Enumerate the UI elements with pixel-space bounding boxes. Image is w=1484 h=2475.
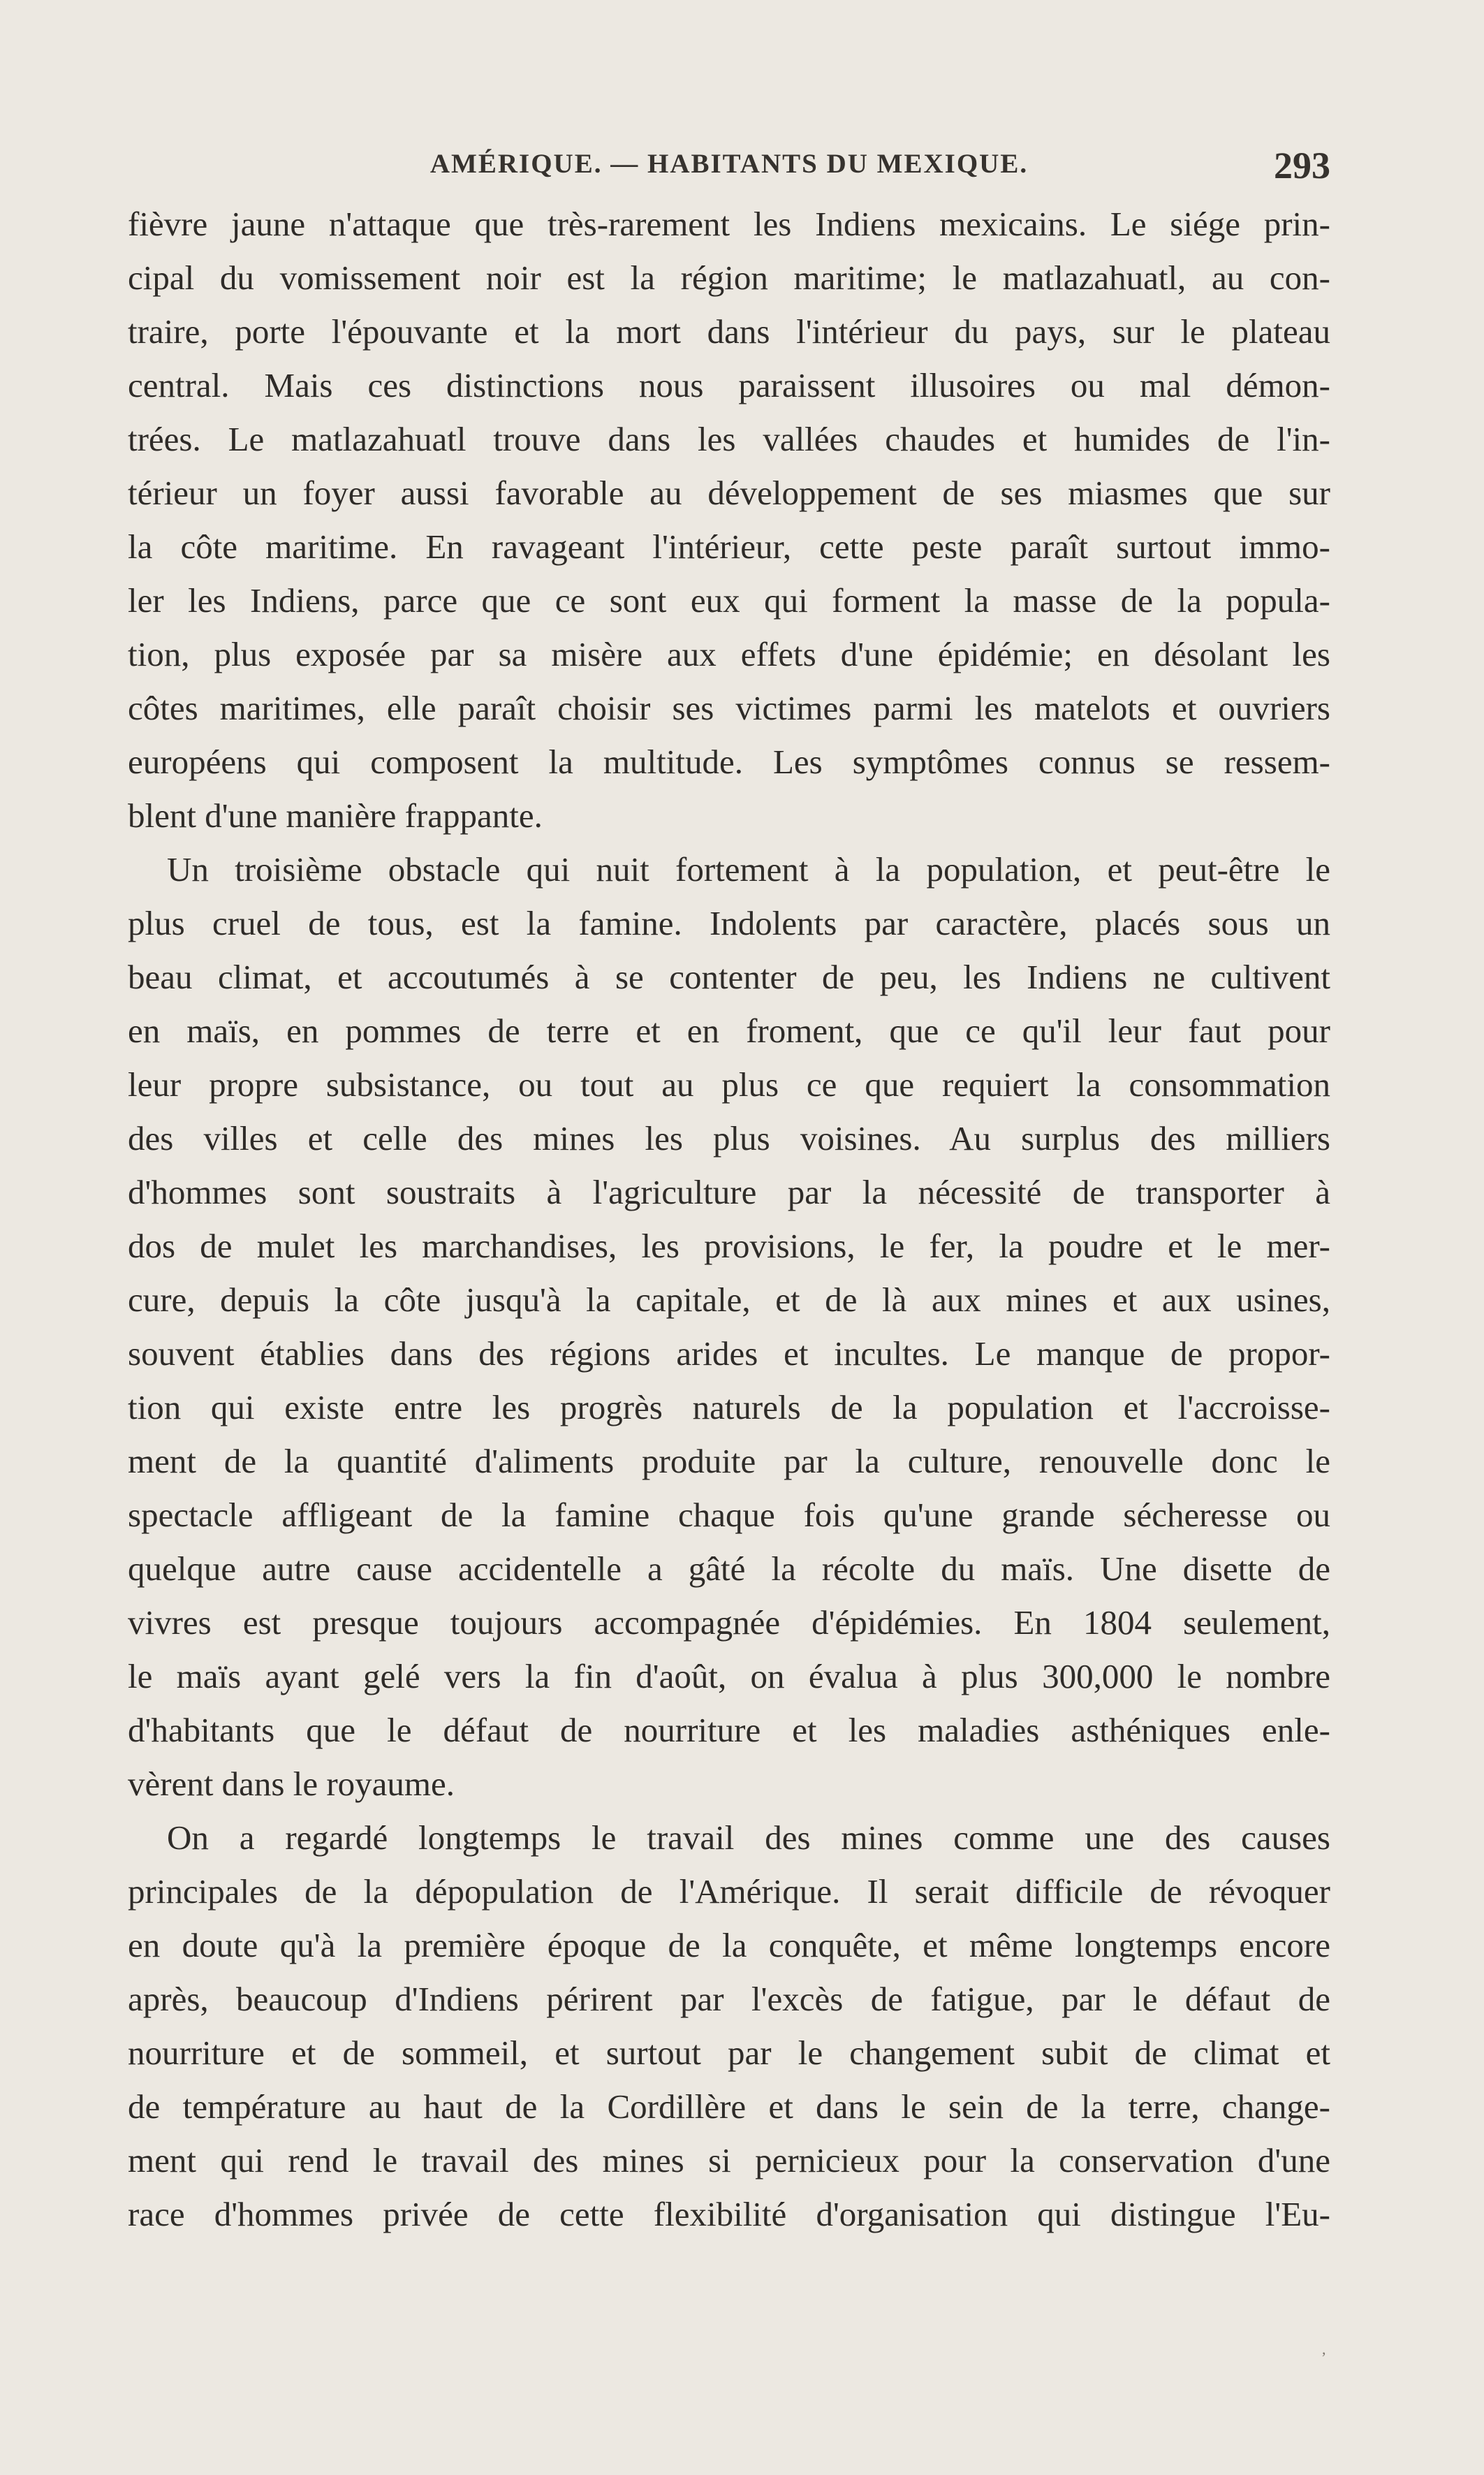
text-line: ment qui rend le travail des mines si pernicieux pour la conservation d'une	[128, 2141, 1330, 2180]
text-line: trées. Le matlazahuatl trouve dans les vallées chaudes et humides de l'in-	[128, 420, 1330, 458]
text-line: spectacle affligeant de la famine chaque fois qu'une grande sécheresse ou	[128, 1496, 1330, 1534]
text-line: tion qui existe entre les progrès naturels de la population et l'accroisse-	[128, 1388, 1330, 1426]
text-line: européens qui composent la multitude. Les symptômes connus se ressem-	[128, 743, 1330, 781]
text-line: térieur un foyer aussi favorable au développement de ses miasmes que sur	[128, 474, 1330, 512]
text-line: cure, depuis la côte jusqu'à la capitale, et de là aux mines et aux usines,	[128, 1280, 1330, 1319]
text-line: dos de mulet les marchandises, les provisions, le fer, la poudre et le mer-	[128, 1227, 1330, 1265]
text-line: On a regardé longtemps le travail des mines comme une des causes	[167, 1818, 1330, 1857]
text-line: en maïs, en pommes de terre et en froment, que ce qu'il leur faut pour	[128, 1012, 1330, 1050]
text-line: plus cruel de tous, est la famine. Indolents par caractère, placés sous un	[128, 904, 1330, 942]
body-text	[128, 197, 1330, 2241]
text-line: principales de la dépopulation de l'Amérique. Il serait difficile de révoquer	[128, 1872, 1330, 1911]
text-line: ment de la quantité d'aliments produite par la culture, renouvelle donc le	[128, 1442, 1330, 1480]
text-line: Un troisième obstacle qui nuit fortement à la population, et peut-être le	[167, 850, 1330, 889]
signature-mark: ,	[1322, 2340, 1326, 2358]
text-line: la côte maritime. En ravageant l'intérieur, cette peste paraît surtout immo-	[128, 527, 1330, 566]
text-line: ler les Indiens, parce que ce sont eux qui forment la masse de la popula-	[128, 581, 1330, 620]
text-line: quelque autre cause accidentelle a gâté la récolte du maïs. Une disette de	[128, 1549, 1330, 1588]
text-line: fièvre jaune n'attaque que très-rarement les Indiens mexicains. Le siége prin-	[128, 205, 1330, 243]
text-line: blent d'une manière frappante.	[128, 796, 543, 835]
text-line: côtes maritimes, elle paraît choisir ses victimes parmi les matelots et ouvriers	[128, 689, 1330, 727]
text-line: race d'hommes privée de cette flexibilité d'organisation qui distingue l'Eu-	[128, 2195, 1330, 2233]
text-line: central. Mais ces distinctions nous paraissent illusoires ou mal démon-	[128, 366, 1330, 404]
text-line: beau climat, et accoutumés à se contenter de peu, les Indiens ne cultivent	[128, 958, 1330, 996]
page-header	[128, 144, 1330, 193]
page-number: 293	[1274, 145, 1330, 187]
running-title: AMÉRIQUE. — HABITANTS DU MEXIQUE.	[429, 149, 1029, 179]
text-line: tion, plus exposée par sa misère aux effets d'une épidémie; en désolant les	[128, 635, 1330, 673]
text-line: souvent établies dans des régions arides et incultes. Le manque de propor-	[128, 1334, 1330, 1373]
text-line: en doute qu'à la première époque de la conquête, et même longtemps encore	[128, 1926, 1330, 1964]
text-line: après, beaucoup d'Indiens périrent par l'excès de fatigue, par le défaut de	[128, 1980, 1330, 2018]
text-line: vivres est presque toujours accompagnée d'épidémies. En 1804 seulement,	[128, 1603, 1330, 1642]
text-line: le maïs ayant gelé vers la fin d'août, on évalua à plus 300,000 le nombre	[128, 1657, 1330, 1695]
text-line: vèrent dans le royaume.	[128, 1765, 455, 1803]
text-line: d'hommes sont soustraits à l'agriculture par la nécessité de transporter à	[128, 1173, 1330, 1211]
text-line: nourriture et de sommeil, et surtout par le changement subit de climat et	[128, 2034, 1330, 2072]
text-line: cipal du vomissement noir est la région maritime; le matlazahuatl, au con-	[128, 258, 1330, 297]
text-line: traire, porte l'épouvante et la mort dans l'intérieur du pays, sur le plateau	[128, 312, 1330, 351]
text-line: leur propre subsistance, ou tout au plus ce que requiert la consommation	[128, 1065, 1330, 1104]
text-line: d'habitants que le défaut de nourriture et les maladies asthéniques enle-	[128, 1711, 1330, 1749]
text-line: de température au haut de la Cordillère et dans le sein de la terre, change-	[128, 2087, 1330, 2126]
text-line: des villes et celle des mines les plus voisines. Au surplus des milliers	[128, 1119, 1330, 1158]
